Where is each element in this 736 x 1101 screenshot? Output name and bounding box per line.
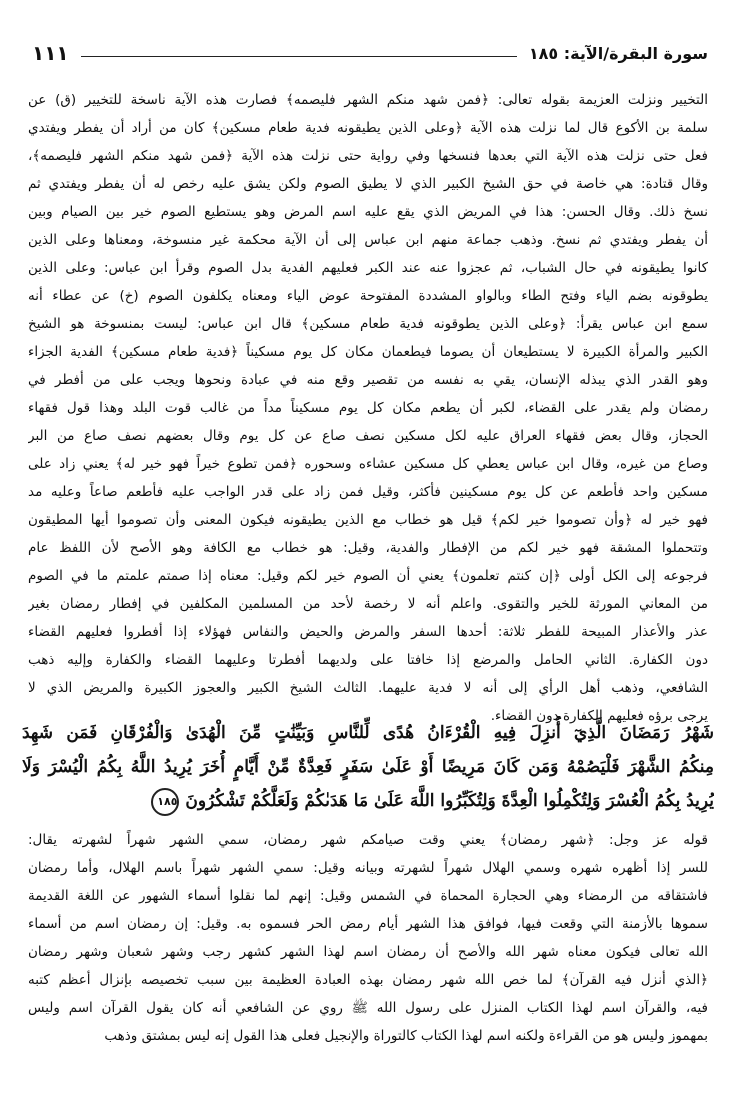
text-line: يطوقونه بضم الياء وفتح الطاء وبالواو المشددة المفتوحة عوض الياء ومعناه يكلفون الصوم (خ) عن عطاء أنه (28, 288, 708, 304)
text-line: وتتحملوا المشقة فهو خير لكم من الإفطار والفدية، وقيل: هو خطاب مع الكافة وهو الأصح لأن اللفظ عام (28, 540, 708, 556)
header-rule (81, 56, 517, 57)
text-line: الحجاز، وقال بعض فقهاء العراق عليه لكل مسكين نصف صاع عن كل يوم وقال بعضهم نصف صاع من البر (28, 428, 708, 444)
text-line: أن يفطر ويفتدي ثم نسخ. وذهب جماعة منهم ابن عباس إلى أن الآية محكمة غير منسوخة، ومعناها وعلى الذين (28, 232, 708, 248)
text-line: عذر والأعذار المبيحة للفطر ثلاثة: أحدها السفر والمرض والحيض والنفاس فهؤلاء إذا أفطروا فعليهم القضاء (28, 624, 708, 640)
surah-title: سورة البقرة/الآية: ١٨٥ (528, 43, 708, 63)
quran-verse-block (22, 716, 714, 818)
text-line: فهو خير له ﴿وأن تصوموا خير لكم﴾ قيل هو خطاب مع الذين يطيقونه فيكون المعنى وأن تصوموا أيها المطيقون (28, 512, 708, 528)
text-line: يرجى برؤه فعليهم الكفارة دون القضاء. (490, 708, 708, 724)
page-header (32, 36, 708, 70)
text-line: مسكين واحد فأطعم عن كل يوم مسكينين فأكثر، وقيل فمن زاد على قدر الواجب عليه فأطعم صاعاً وعليه مد (28, 484, 708, 500)
text-line: سلمة بن الأكوع قال لما نزلت هذه الآية ﴿وعلى الذين يطيقونه فدية طعام مسكين﴾ كان من أراد أن يفطر ويفتدي (28, 120, 708, 136)
text-line: قوله عز وجل: ﴿شهر رمضان﴾ يعني وقت صيامكم شهر رمضان، سمي الشهر شهراً لشهرته يقال: (28, 832, 708, 848)
text-line: بمهموز وليس هو من القراءة ولكنه اسم لهذا الكتاب كالتوراة والإنجيل فعلى هذا القول إنه ليس بمشتق وذهب (104, 1028, 708, 1044)
text-line: نسخ ذلك. وقال الحسن: هذا في المريض الذي يقع عليه اسم المرض وهو يستطيع الصوم خير بين الصيام وبين (28, 204, 708, 220)
tafsir-paragraph-2 (28, 826, 708, 1050)
text-line: فاشتقاقه من الرمضاء وهي الحجارة المحماة في الشمس وقيل: إنهم لما نقلوا أسماء الشهور عن اللغة القديمة (28, 888, 708, 904)
verse-line: مِنكُمُ الشَّهْرَ فَلْيَصُمْهُ وَمَن كَانَ مَرِيضًا أَوْ عَلَىٰ سَفَرٍ فَعِدَّةٌ مِّنْ أَيَّامٍ أُخَرَ يُرِيدُ اللَّهُ بِكُمُ الْيُسْرَ وَلَا (22, 757, 714, 777)
text-line: وصاع من غيره، وقال ابن عباس يعطي كل مسكين عشاءه وسحوره ﴿فمن تطوع خيراً فهو خير له﴾ يعني زاد على (28, 456, 708, 472)
text-line: فرجوعه إلى الكل أولى ﴿إن كنتم تعلمون﴾ يعني أن الصوم خير لكم وقيل: معناه إذا صمتم علمتم ما في الصوم (28, 568, 708, 584)
text-line: الشافعي، وذهب أهل الرأي إلى أنه لا فدية عليهما. الثالث الشيخ الكبير والعجوز الكبيرة والمريض الذي لا (28, 680, 708, 696)
text-line: سمع ابن عباس يقرأ: ﴿وعلى الذين يطوقونه فدية طعام مسكين﴾ قال ابن عباس: ليست بمنسوخة هو الشيخ (28, 316, 708, 332)
text-line: ﴿الذي أنزل فيه القرآن﴾ لما خص الله شهر رمضان بهذه العبادة العظيمة بين سبب تخصيصه بإنزال أعظم كتبه (28, 972, 708, 988)
text-line: الكبير والمرأة الكبيرة لا يستطيعان أن يصوما فيطعمان مكان كل يوم مسكيناً ﴿فدية طعام مسكين﴾ الفدية الجزاء (28, 344, 708, 360)
text-line: سموها بالأزمنة التي وقعت فيها، فوافق هذا الشهر أيام رمض الحر فسموه به. وقيل: إن رمضان اسم من أسماء (28, 916, 708, 932)
text-line: دون الكفارة. الثاني الحامل والمرضع إذا خافتا على ولديهما أفطرتا وعليهما القضاء والكفارة وإليه ذهب (28, 652, 708, 668)
page-number: ١١١ (32, 41, 69, 65)
text-line: فيه، والقرآن اسم لهذا الكتاب المنزل على رسول الله ﷺ روي عن الشافعي أنه كان يقول القرآن اسم وليس (28, 1000, 708, 1016)
text-line: وقال قتادة: هي خاصة في حق الشيخ الكبير الذي لا يطيق الصوم ولكن يشق عليه رخص له أن يفطر ويفتدي ثم (28, 176, 708, 192)
text-line: كانوا يطيقونه في حال الشباب، ثم عجزوا عنه عند الكبر فعليهم الفدية بدل الصوم وقرأ ابن عباس: وعلى الذين (28, 260, 708, 276)
verse-line-text: يُرِيدُ بِكُمُ الْعُسْرَ وَلِتُكْمِلُوا الْعِدَّةَ وَلِتُكَبِّرُوا اللَّهَ عَلَىٰ مَا هَدَىٰكُمْ وَلَعَلَّكُمْ تَشْكُرُونَ (185, 791, 714, 811)
text-line: التخيير ونزلت العزيمة بقوله تعالى: ﴿فمن شهد منكم الشهر فليصمه﴾ فصارت هذه الآية ناسخة للتخيير (ق) عن (28, 92, 708, 108)
verse-line: شَهْرُ رَمَضَانَ الَّذِيٓ أُنزِلَ فِيهِ الْقُرْءَانُ هُدًى لِّلنَّاسِ وَبَيِّنَٰتٍ مِّنَ الْهُدَىٰ وَالْفُرْقَانِ فَمَن شَهِدَ (22, 723, 714, 743)
text-line: الله تعالى فيكون معناه شهر الله والأصح أن رمضان اسم لهذا الشهر كشهر رجب وشهر شعبان وشهر رمضان (28, 944, 708, 960)
ayah-number-marker: ١٨٥ (151, 788, 179, 816)
tafsir-paragraph-1 (28, 86, 708, 730)
text-line: من المعاني المورثة للخير والتقوى. واعلم أنه لا رخصة لأحد من المسلمين المكلفين في إفطار رمضان بغير (28, 596, 708, 612)
text-line: رمضان ولم يقدر على القضاء، لكبر أن يطعم مكان كل يوم مسكيناً مداً من غالب قوت البلد وهذا قول فقهاء (28, 400, 708, 416)
verse-line (22, 784, 714, 818)
text-line: وهو القدر الذي يبذله الإنسان، يقي به نفسه من تقصير وقع منه في عبادة ونحوها ويجب على من أفطر في (28, 372, 708, 388)
text-line: للسر إذا أظهره شهره وسمي الهلال شهراً لشهرته وبيانه وقيل: سمي الشهر شهراً باسم الهلال، وأما رمضان (28, 860, 708, 876)
text-line: فعل حتى نزلت هذه الآية التي بعدها فنسخها وفي رواية حتى نزلت هذه الآية ﴿فمن شهد منكم الشهر فليصمه﴾، (28, 148, 708, 164)
